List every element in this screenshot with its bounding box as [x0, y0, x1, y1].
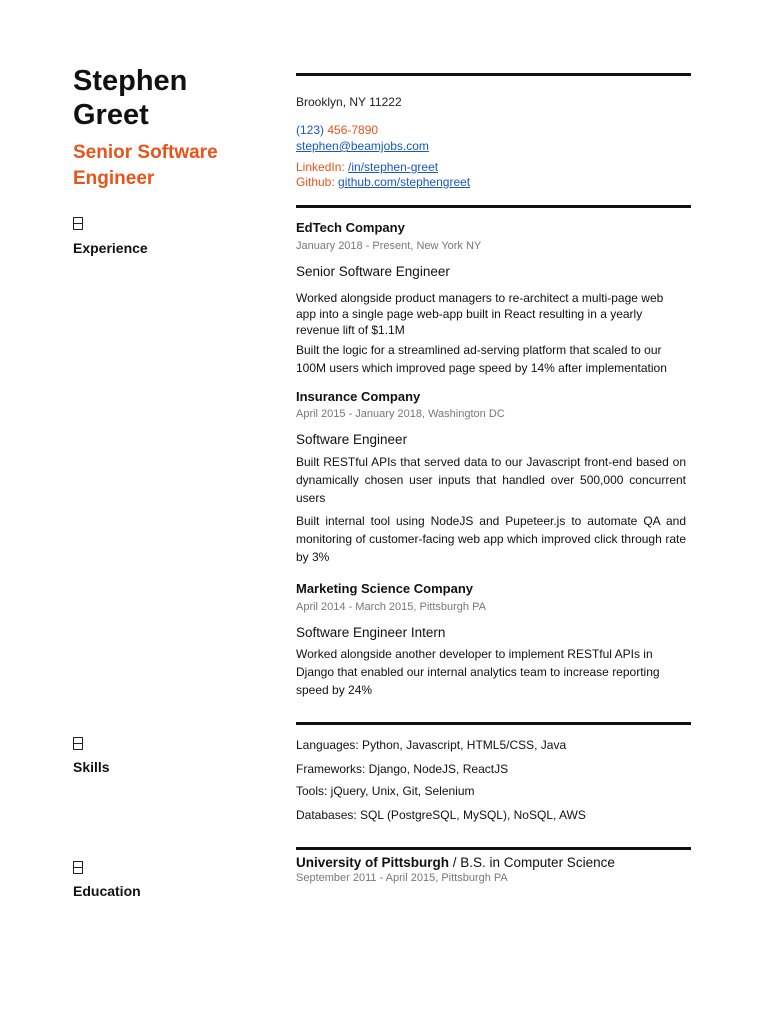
skills-heading: Skills: [73, 759, 110, 775]
linkedin-label: LinkedIn:: [296, 160, 345, 174]
email-link[interactable]: stephen@beamjobs.com: [296, 139, 429, 153]
phone-number: 456-7890: [327, 123, 379, 137]
address: Brooklyn, NY 11222: [296, 95, 402, 109]
experience-rule: [296, 205, 691, 208]
linkedin-link[interactable]: /in/stephen-greet: [348, 160, 439, 174]
company-name: EdTech Company: [296, 220, 405, 235]
job-bullet: Built internal tool using NodeJS and Pupeteer.js to automate QA and monitoring of customer-facing web app which improved click through rate by 3%: [296, 514, 686, 564]
skill-item: Frameworks: Django, NodeJS, ReactJS: [296, 762, 509, 776]
job-meta: January 2018 - Present, New York NY: [296, 240, 482, 252]
job-meta: April 2015 - January 2018, Washington DC: [296, 408, 505, 420]
company-name: Insurance Company: [296, 389, 421, 404]
github-label: Github:: [296, 175, 335, 189]
phone-area: (123): [296, 123, 325, 137]
title-line-1: Senior Software: [73, 142, 218, 163]
skills-rule: [296, 722, 691, 725]
job-role: Senior Software Engineer: [296, 264, 450, 279]
linkedin-row: [296, 160, 438, 174]
education-entry: [296, 855, 615, 870]
phone: [296, 123, 378, 137]
experience-heading: Experience: [73, 240, 148, 256]
name-line-2: Greet: [73, 99, 149, 131]
job-role: Software Engineer: [296, 432, 408, 447]
github-row: [296, 175, 470, 189]
job-role: Software Engineer Intern: [296, 625, 446, 640]
school-name: University of Pittsburgh: [296, 855, 450, 870]
job-meta: April 2014 - March 2015, Pittsburgh PA: [296, 601, 486, 613]
education-icon: [73, 861, 83, 874]
degree: / B.S. in Computer Science: [449, 855, 615, 870]
skill-item: Languages: Python, Javascript, HTML5/CSS, Java: [296, 738, 567, 752]
education-rule: [296, 847, 691, 850]
title-line-2: Engineer: [73, 168, 155, 189]
name-line-1: Stephen: [73, 65, 188, 97]
education-meta: September 2011 - April 2015, Pittsburgh PA: [296, 872, 508, 884]
job-bullet: Built the logic for a streamlined ad-serving platform that scaled to our 100M users which improved page speed by 14% after implementation: [296, 343, 667, 375]
top-rule: [296, 73, 691, 76]
skill-item: Tools: jQuery, Unix, Git, Selenium: [296, 784, 475, 798]
education-heading: Education: [73, 883, 141, 899]
company-name: Marketing Science Company: [296, 581, 473, 596]
skills-icon: [73, 737, 83, 750]
job-title: [73, 140, 273, 192]
skill-item: Databases: SQL (PostgreSQL, MySQL), NoSQL, AWS: [296, 808, 586, 822]
email-link-row: [296, 139, 429, 153]
github-link[interactable]: github.com/stephengreet: [338, 175, 471, 189]
candidate-name: [73, 64, 273, 132]
job-bullet: Worked alongside product managers to re-architect a multi-page web app into a single page web-app built in React resulting in a yearly revenue lift of $1.1M: [296, 291, 664, 337]
job-bullet: Worked alongside another developer to implement RESTful APIs in Django that enabled our internal analytics team to increase reporting speed by 24%: [296, 647, 660, 697]
job-bullet: Built RESTful APIs that served data to our Javascript front-end based on dynamically chosen user inputs that handled over 500,000 concurrent users: [296, 455, 686, 505]
experience-icon: [73, 217, 83, 230]
